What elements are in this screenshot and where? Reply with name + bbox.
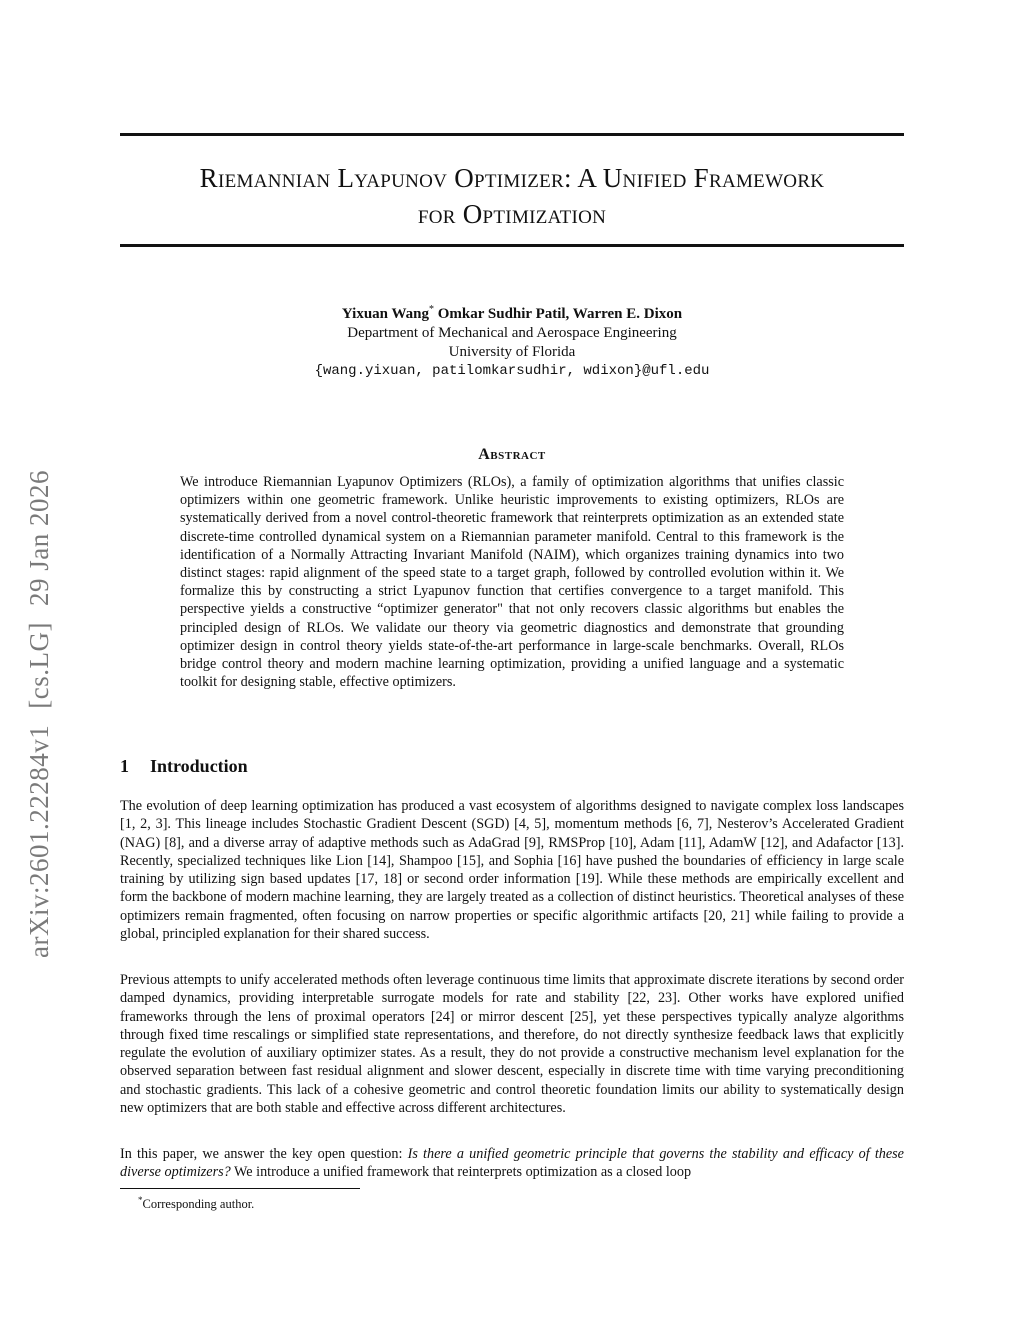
affiliation-department: Department of Mechanical and Aerospace Engineering (347, 325, 677, 341)
key-question: Is there a unified geometric principle that governs the stability and efficacy of these diverse optimizers? (120, 1146, 904, 1181)
footnote-marker: * (138, 1195, 143, 1205)
section-heading-introduction (120, 756, 248, 777)
intro-paragraph-3 (120, 1145, 904, 1182)
author-names (120, 305, 904, 324)
title-line-2: for Optimization (417, 199, 607, 229)
author-emails: {wang.yixuan, patilomkarsudhir, wdixon}@ufl.edu (314, 363, 710, 379)
author-block (120, 305, 904, 381)
title-bottom-rule (120, 244, 904, 247)
abstract-text: We introduce Riemannian Lyapunov Optimizers (RLOs), a family of optimization algorithms that unifies classic optimizers within one geometric framework. Unlike heuristic improvements to existing optimizers, RLOs are systematically derived from a novel control-theoretic framework that reinterprets optimization as an extended state discrete-time controlled dynamical system on a Riemannian parameter manifold. Central to this framework is the identification of a Normally Attracting Invariant Manifold (NAIM), which organizes training dynamics into two distinct stages: rapid alignment of the speed state to a target graph, followed by controlled evolution within it. We formalize this by constructing a strict Lyapunov function that certifies convergence to a target manifold. This perspective yields a constructive “optimizer generator" that not only recovers classic algorithms but enables the principled design of RLOs. We validate our theory via geometric diagnostics and demonstrate that grounding optimizer design in control theory yields state-of-the-art performance in large-scale benchmarks. Overall, RLOs bridge control theory and modern machine learning optimization, providing a unified language and a systematic toolkit for designing stable, effective optimizers. (180, 474, 844, 691)
affiliation-university: University of Florida (448, 344, 576, 360)
arxiv-date: 29 Jan 2026 (24, 470, 54, 607)
intro-paragraph-2: Previous attempts to unify accelerated methods often leverage continuous time limits that approximate discrete iterations by second order damped dynamics, providing interpretable surrogate models for rate and stability [22, 23]. Other works have explored unified frameworks through the lens of proximal operators [24] or mirror descent [25], yet these perspectives typically analyze algorithms through fixed time rescalings or simplified state representations, and therefore, do not directly synthesize feedback laws that explicitly regulate the evolution of auxiliary optimizer states. As a result, they do not provide a constructive mechanism level explanation for the observed separation between fast residual alignment and slower descent, especially in discrete time with time varying preconditioning and stochastic gradients. This lack of a cohesive geometric and control theoretic foundation limits our ability to systematically design new optimizers that are both stable and effective across different architectures. (120, 972, 904, 1117)
paragraph-3-end: We introduce a unified framework that reinterprets optimization as a closed loop (230, 1164, 692, 1181)
first-author: Yixuan Wang (341, 306, 429, 322)
corresponding-author-marker: * (429, 304, 434, 315)
arxiv-id: arXiv:2601.22284v1 (24, 724, 54, 958)
title-top-rule (120, 133, 904, 136)
footnote-text: Corresponding author. (142, 1197, 255, 1212)
other-authors: Omkar Sudhir Patil, Warren E. Dixon (434, 306, 683, 322)
section-title: Introduction (150, 756, 248, 776)
title-line-1: Riemannian Lyapunov Optimizer: A Unified Framework (199, 163, 825, 193)
arxiv-identifier-stamp (24, 470, 55, 958)
footnote-rule (120, 1188, 360, 1189)
arxiv-category: [cs.LG] (24, 622, 54, 709)
abstract-heading: Abstract (478, 446, 546, 463)
footnote (138, 1192, 254, 1212)
intro-paragraph-1: The evolution of deep learning optimization has produced a vast ecosystem of algorithms designed to navigate complex loss landscapes [1, 2, 3]. This lineage includes Stochastic Gradient Descent (SGD) [4, 5], momentum methods [6, 7], Nesterov’s Accelerated Gradient (NAG) [8], and a diverse array of adaptive methods such as AdaGrad [9], RMSProp [10], Adam [11], AdamW [12], and Adafactor [13]. Recently, specialized techniques like Lion [14], Shampoo [15], and Sophia [16] have pushed the boundaries of efficiency in large scale training by utilizing sign based updates [17, 18] or second order information [19]. While these methods are empirically excellent and form the backbone of modern machine learning, they are largely treated as a collection of distinct heuristics. Theoretical analyses of these optimizers remain fragmented, often focusing on narrow properties or specific algorithmic artifacts [20, 21] while failing to provide a global, principled explanation for their shared success. (120, 798, 904, 943)
paper-title (120, 160, 904, 232)
paragraph-3-start: In this paper, we answer the key open question: (120, 1146, 408, 1162)
section-number: 1 (120, 756, 129, 776)
